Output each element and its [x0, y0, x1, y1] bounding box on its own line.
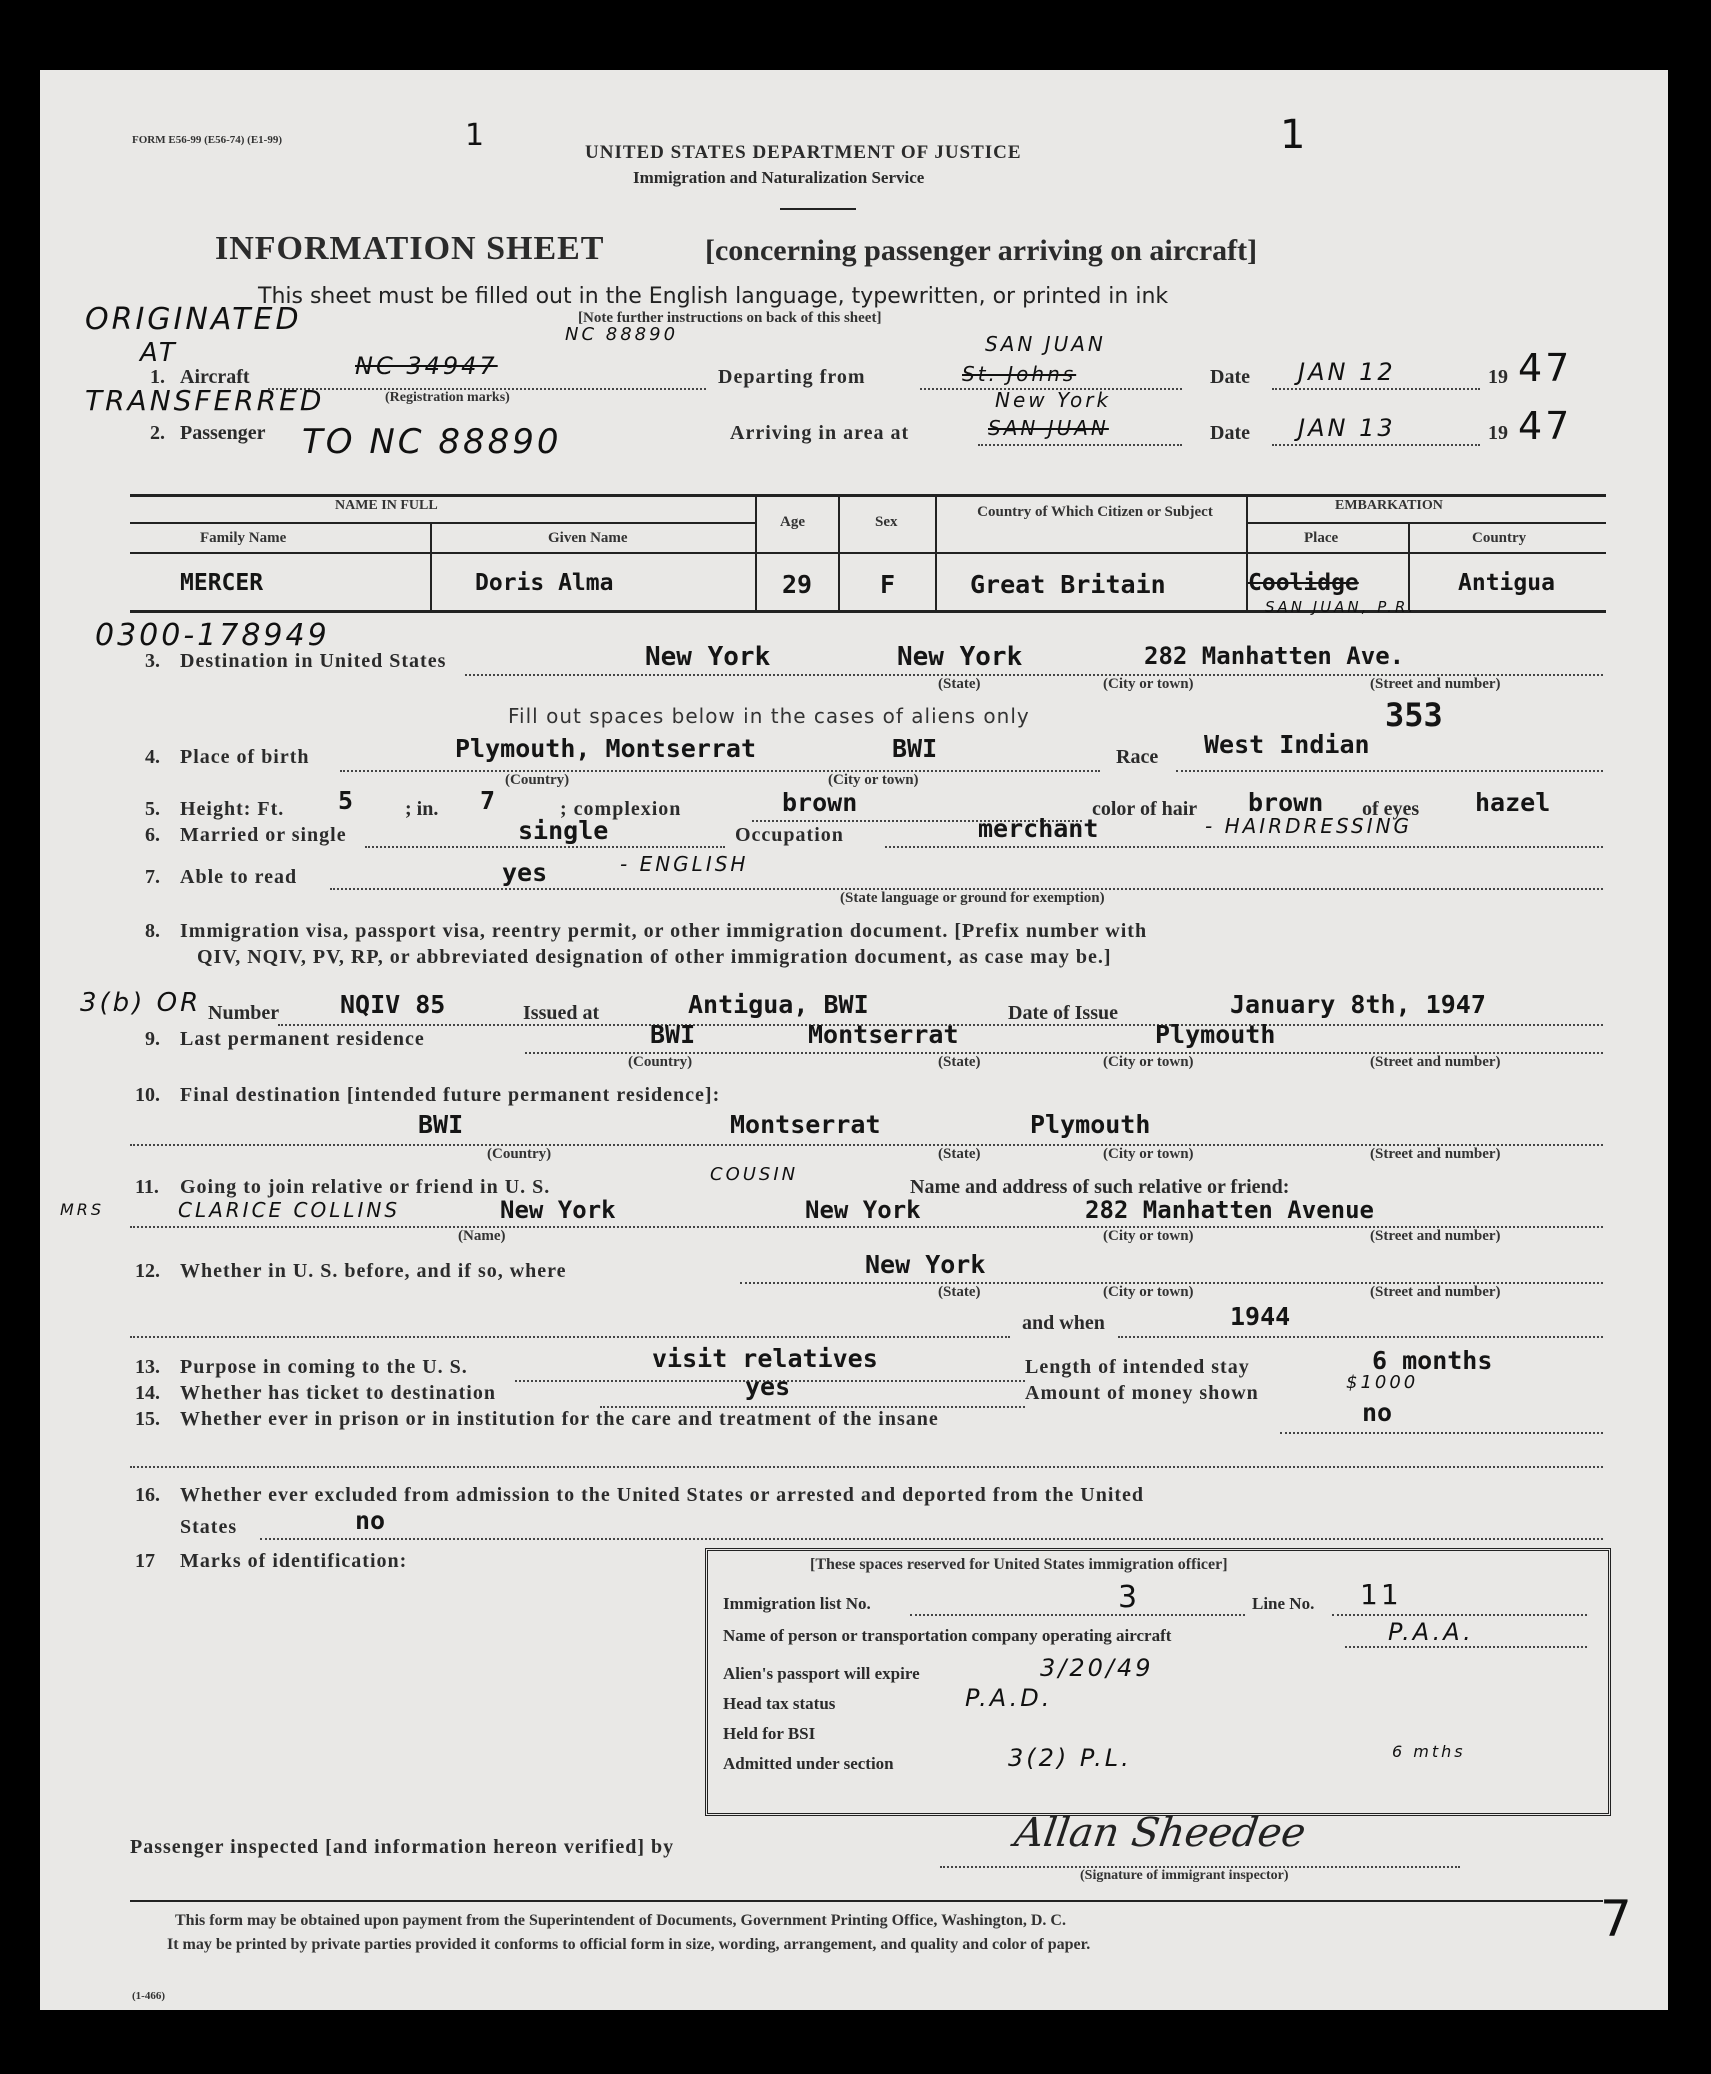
line15-num: 15.: [135, 1408, 160, 1430]
departing-label: Departing from: [718, 366, 866, 388]
page-mark-right: 1: [1280, 112, 1309, 158]
name-header: NAME IN FULL: [335, 498, 438, 513]
form-title-note: [concerning passenger arriving on aircraft]: [705, 234, 1258, 267]
previous-city-sub: (City or town): [1103, 1284, 1194, 1300]
prison-label: Whether ever in prison or in institution for the care and treatment of the insane: [180, 1408, 939, 1430]
footer-line-2: It may be printed by private parties provided it conforms to official form in size, wording, arrangement, and quality and color of paper.: [167, 1936, 1091, 1953]
fill-instruction: This sheet must be filled out in the English language, typewritten, or printed in ink: [258, 284, 1169, 309]
departing-correction: SAN JUAN: [985, 332, 1106, 356]
depart-date-label: Date: [1210, 366, 1250, 388]
line12-num: 12.: [135, 1260, 160, 1282]
form-title: INFORMATION SHEET: [215, 230, 605, 267]
visa-text-1: Immigration visa, passport visa, reentry permit, or other immigration document. [Prefix number with: [180, 920, 1148, 942]
residence-state-sub: (State): [938, 1054, 981, 1070]
visa-issued-value: Antigua, BWI: [688, 990, 869, 1019]
department-name: UNITED STATES DEPARTMENT OF JUSTICE: [585, 142, 1022, 163]
occupation-note: - HAIRDRESSING: [1205, 814, 1413, 838]
when-value: 1944: [1230, 1302, 1291, 1331]
passenger-label: Passenger: [180, 422, 266, 444]
arrive-date-label: Date: [1210, 422, 1250, 444]
header-rule: [780, 208, 856, 210]
arrive-date-value: JAN 13: [1298, 414, 1396, 442]
relative-street: 282 Manhatten Avenue: [1085, 1196, 1374, 1224]
family-header: Family Name: [200, 530, 287, 546]
race-value: West Indian: [1204, 730, 1370, 759]
destination-city-sub: (City or town): [1103, 676, 1194, 692]
visa-number: NQIV 85: [340, 990, 446, 1019]
depart-year-suffix: 47: [1518, 346, 1573, 390]
arriving-value: SAN JUAN: [988, 416, 1109, 440]
at-annotation: AT: [140, 338, 178, 368]
sex-header: Sex: [875, 514, 898, 530]
relative-name-sub: (Name): [458, 1228, 506, 1244]
citizen-value: Great Britain: [970, 570, 1166, 599]
line9-num: 9.: [145, 1028, 160, 1050]
signature-sublabel: (Signature of immigrant inspector): [1080, 1868, 1289, 1883]
hair-label: color of hair: [1092, 798, 1198, 820]
excluded-label-2: States: [180, 1516, 238, 1538]
line10-num: 10.: [135, 1084, 160, 1106]
final-destination-state: Montserrat: [730, 1110, 881, 1139]
depart-year-prefix: 19: [1488, 366, 1508, 388]
line-number-label: Line No.: [1252, 1594, 1315, 1613]
race-label: Race: [1116, 746, 1159, 768]
given-header: Given Name: [548, 530, 628, 546]
arrive-year-prefix: 19: [1488, 422, 1508, 444]
previous-visit-label: Whether in U. S. before, and if so, where: [180, 1260, 567, 1282]
tax-label: Head tax status: [723, 1694, 836, 1713]
height-in-value: 7: [480, 786, 496, 815]
admitted-note: 6 mths: [1392, 1742, 1466, 1761]
document-sheet: [40, 70, 1668, 2010]
line6-num: 6.: [145, 824, 160, 846]
hair-value: brown: [1248, 788, 1324, 817]
aircraft-value: NC 34947: [355, 352, 498, 380]
birthplace-value: Plymouth, Montserrat: [455, 734, 757, 763]
residence-street-sub: (Street and number): [1370, 1054, 1501, 1070]
read-value: yes: [502, 858, 548, 887]
sex-value: F: [880, 570, 896, 599]
height-in-label: ; in.: [405, 798, 439, 820]
when-label: and when: [1022, 1312, 1105, 1334]
purpose-label: Purpose in coming to the U. S.: [180, 1356, 468, 1378]
visa-date-label: Date of Issue: [1008, 1002, 1118, 1024]
file-number-annotation: 0300-178949: [95, 618, 330, 653]
previous-street-sub: (Street and number): [1370, 1284, 1501, 1300]
passport-value: 3/20/49: [1040, 1654, 1154, 1682]
excluded-value: no: [355, 1506, 386, 1535]
officer-box-title: [These spaces reserved for United States immigration officer]: [810, 1556, 1228, 1573]
embarkation-header: EMBARKATION: [1335, 498, 1443, 513]
final-destination-country: BWI: [418, 1110, 464, 1139]
residence-state: Montserrat: [808, 1020, 959, 1049]
depart-date-value: JAN 12: [1298, 358, 1396, 386]
final-country-sub: (Country): [487, 1146, 552, 1162]
eyes-value: hazel: [1475, 788, 1551, 817]
emb-country-header: Country: [1472, 530, 1527, 546]
line11-num: 11.: [135, 1176, 159, 1198]
residence-country: BWI: [650, 1020, 696, 1049]
arrive-year-suffix: 47: [1518, 404, 1573, 448]
relative-address-label: Name and address of such relative or friend:: [910, 1176, 1290, 1198]
place-header: Place: [1304, 530, 1339, 546]
money-label: Amount of money shown: [1025, 1382, 1259, 1404]
destination-label: Destination in United States: [180, 650, 447, 672]
list-number-label: Immigration list No.: [723, 1594, 871, 1613]
residence-city: Plymouth: [1155, 1020, 1276, 1049]
line2-num: 2.: [150, 422, 165, 444]
nc-annotation-top: NC 88890: [565, 324, 679, 345]
footer-code: (1-466): [132, 1990, 165, 2002]
line8-num: 8.: [145, 920, 160, 942]
line14-num: 14.: [135, 1382, 160, 1404]
read-sublabel: (State language or ground for exemption): [840, 890, 1105, 906]
final-street-sub: (Street and number): [1370, 1146, 1501, 1162]
complexion-label: ; complexion: [560, 798, 682, 820]
age-value: 29: [782, 570, 813, 599]
mrs-annotation: MRS: [60, 1200, 105, 1219]
destination-state-sub: (State): [938, 676, 981, 692]
destination-street-sub: (Street and number): [1370, 676, 1501, 692]
line5-num: 5.: [145, 798, 160, 820]
given-name: Doris Alma: [475, 570, 614, 596]
line4-num: 4.: [145, 746, 160, 768]
originated-annotation: ORIGINATED: [85, 302, 302, 337]
visa-issued-label: Issued at: [523, 1002, 600, 1024]
arriving-label: Arriving in area at: [730, 422, 910, 444]
complexion-value: brown: [782, 788, 858, 817]
height-label: Height: Ft.: [180, 798, 285, 820]
relative-city-sub: (City or town): [1103, 1228, 1194, 1244]
family-name: MERCER: [180, 570, 264, 596]
inspector-signature: Allan Sheedee: [1011, 1810, 1309, 1856]
line3-num: 3.: [145, 650, 160, 672]
embark-place-value: Coolidge: [1248, 570, 1359, 596]
page-mark: 1: [465, 118, 488, 153]
footer-mark: 7: [1600, 1890, 1635, 1948]
line-number-value: 11: [1360, 1578, 1402, 1611]
embark-country-value: Antigua: [1458, 570, 1555, 596]
inspected-label: Passenger inspected [and information hereon verified] by: [130, 1836, 675, 1858]
relative-state: New York: [500, 1196, 616, 1224]
birthplace-country-sub: (Country): [505, 772, 570, 788]
visa-date-value: January 8th, 1947: [1230, 990, 1486, 1019]
company-value: P.A.A.: [1388, 1618, 1474, 1646]
company-label: Name of person or transportation company operating aircraft: [723, 1626, 1172, 1645]
service-name: Immigration and Naturalization Service: [633, 168, 925, 187]
height-ft-value: 5: [338, 786, 354, 815]
departing-value: St. Johns: [962, 362, 1077, 386]
marks-label: Marks of identification:: [180, 1550, 408, 1572]
excluded-label: Whether ever excluded from admission to the United States or arrested and deported from the United: [180, 1484, 1145, 1506]
relation-note: COUSIN: [710, 1164, 799, 1185]
relative-street-sub: (Street and number): [1370, 1228, 1501, 1244]
purpose-value: visit relatives: [652, 1344, 878, 1373]
birthplace-country: BWI: [892, 734, 938, 763]
final-destination-city: Plymouth: [1030, 1110, 1151, 1139]
to-nc-annotation: TO NC 88890: [302, 422, 562, 462]
transferred-annotation: TRANSFERRED: [85, 384, 325, 417]
join-relative-label: Going to join relative or friend in U. S.: [180, 1176, 551, 1198]
visa-number-label: Number: [208, 1002, 280, 1024]
read-note: - ENGLISH: [620, 852, 749, 876]
residence-label: Last permanent residence: [180, 1028, 425, 1050]
birthplace-city-sub: (City or town): [828, 772, 919, 788]
aliens-note: Fill out spaces below in the cases of aliens only: [508, 704, 1030, 728]
list-number-value: 3: [1118, 1580, 1141, 1615]
footer-line-1: This form may be obtained upon payment from the Superintendent of Documents, Government Printing Office, Washington, D. C.: [175, 1912, 1066, 1929]
destination-state: New York: [645, 642, 771, 672]
residence-country-sub: (Country): [628, 1054, 693, 1070]
destination-city: New York: [897, 642, 1023, 672]
visa-text-2: QIV, NQIV, PV, RP, or abbreviated designation of other immigration document, as case may be.]: [197, 946, 1112, 968]
marital-value: single: [518, 816, 609, 845]
prison-value: no: [1362, 1398, 1393, 1427]
occupation-value: merchant: [978, 814, 1099, 843]
ticket-value: yes: [745, 1372, 791, 1401]
birthplace-label: Place of birth: [180, 746, 310, 768]
ticket-label: Whether has ticket to destination: [180, 1382, 496, 1404]
final-destination-label: Final destination [intended future permanent residence]:: [180, 1084, 721, 1106]
final-city-sub: (City or town): [1103, 1146, 1194, 1162]
embark-place-correction: SAN JUAN, P.R.: [1265, 598, 1417, 616]
tax-value: P.A.D.: [965, 1684, 1053, 1712]
stay-label: Length of intended stay: [1025, 1356, 1250, 1378]
relative-name: CLARICE COLLINS: [178, 1198, 401, 1222]
list-number: 353: [1385, 696, 1443, 734]
bsi-label: Held for BSI: [723, 1724, 816, 1743]
line17-num: 17: [135, 1550, 155, 1572]
country-header: Country of Which Citizen or Subject: [977, 504, 1213, 520]
final-state-sub: (State): [938, 1146, 981, 1162]
line1-num: 1.: [150, 366, 165, 388]
line16-num: 16.: [135, 1484, 160, 1506]
form-number: FORM E56-99 (E56-74) (E1-99): [132, 134, 283, 146]
previous-state-sub: (State): [938, 1284, 981, 1300]
registration-sublabel: (Registration marks): [385, 390, 510, 405]
instruction-note: [Note further instructions on back of this sheet]: [578, 310, 882, 326]
previous-visit-state: New York: [865, 1250, 986, 1279]
line7-num: 7.: [145, 866, 160, 888]
destination-street: 282 Manhatten Ave.: [1144, 642, 1405, 670]
marital-label: Married or single: [180, 824, 347, 846]
passport-label: Alien's passport will expire: [723, 1664, 920, 1683]
money-value: $1000: [1346, 1372, 1419, 1393]
eyes-label: of eyes: [1362, 798, 1420, 820]
arriving-correction: New York: [995, 388, 1112, 412]
occupation-label: Occupation: [735, 824, 844, 846]
relative-city: New York: [805, 1196, 921, 1224]
admitted-label: Admitted under section: [723, 1754, 894, 1773]
line13-num: 13.: [135, 1356, 160, 1378]
residence-city-sub: (City or town): [1103, 1054, 1194, 1070]
stay-value: 6 months: [1372, 1346, 1493, 1375]
visa-annotation: 3(b) OR: [80, 988, 202, 1018]
admitted-value: 3(2) P.L.: [1008, 1744, 1132, 1772]
read-label: Able to read: [180, 866, 298, 888]
age-header: Age: [780, 514, 805, 530]
aircraft-label: Aircraft: [180, 366, 250, 388]
